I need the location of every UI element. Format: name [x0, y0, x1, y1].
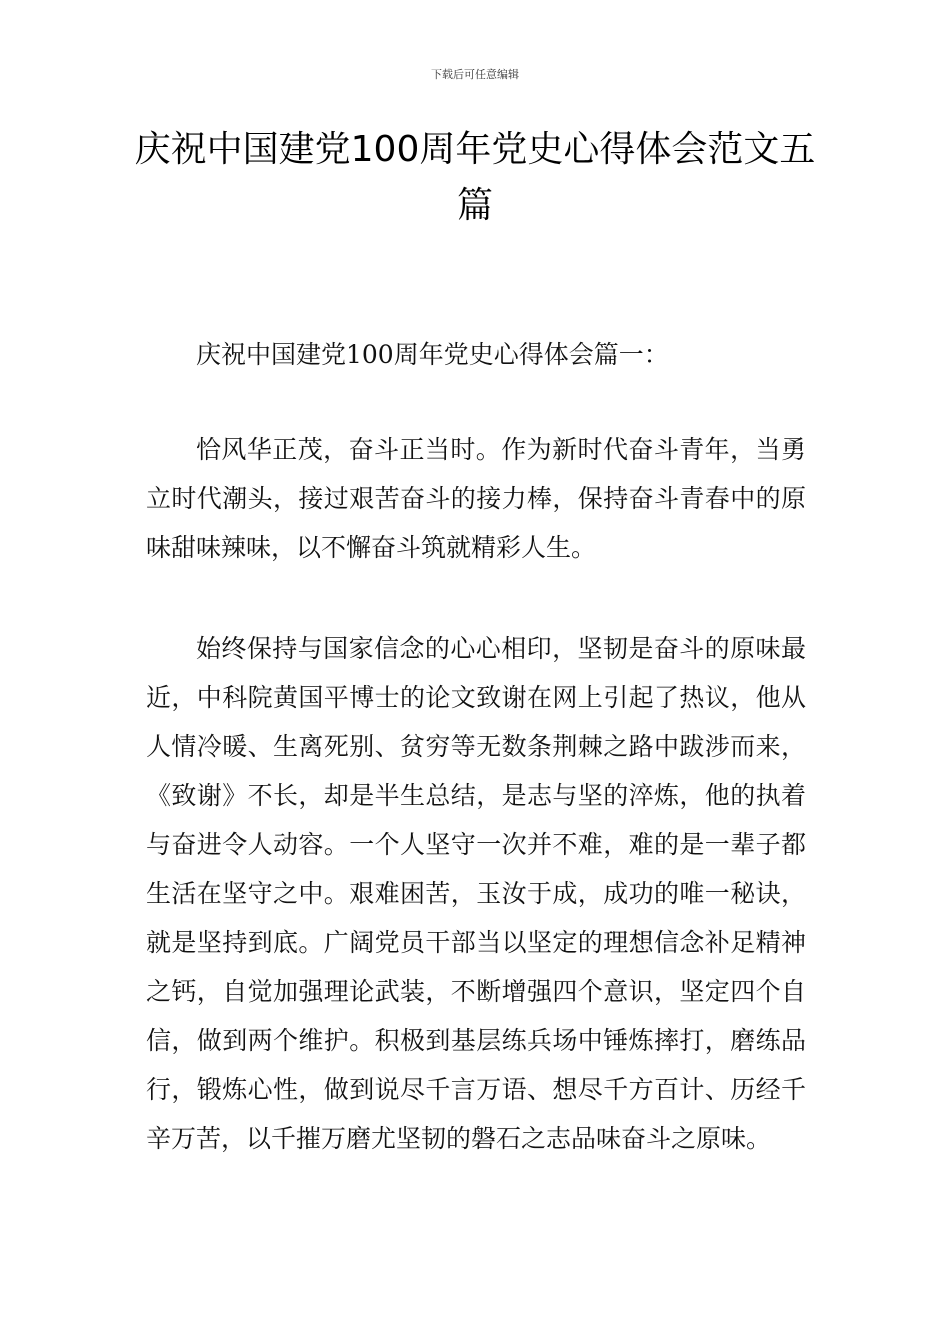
section-heading-text: 庆祝中国建党100周年党史心得体会篇一： [196, 340, 669, 369]
section-heading [146, 330, 806, 379]
paragraph-text: 始终保持与国家信念的心心相印，坚韧是奋斗的原味最近，中科院黄国平博士的论文致谢在网上引起了热议，他从人情冷暖、生离死别、贫穷等无数条荆棘之路中跋涉而来，《致谢》不长，却是半生总结，是志与坚的淬炼，他的执着与奋进令人动容。一个人坚守一次并不难，难的是一辈子都生活在坚守之中。艰难困苦，玉汝于成，成功的唯一秘诀，就是坚持到底。广阔党员干部当以坚定的理想信念补足精神之钙，自觉加强理论武装，不断增强四个意识，坚定四个自信，做到两个维护。积极到基层练兵场中锤炼摔打，磨练品行，锻炼心性，做到说尽千言万语、想尽千方百计、历经千辛万苦，以千摧万磨尤坚韧的磐石之志品味奋斗之原味。 [146, 634, 806, 1153]
paragraph-1 [146, 425, 806, 572]
paragraph-2 [146, 624, 806, 1163]
header-note: 下载后可任意编辑 [431, 68, 519, 81]
document-title: 庆祝中国建党100周年党史心得体会范文五篇 [134, 129, 816, 226]
paragraph-text: 恰风华正茂，奋斗正当时。作为新时代奋斗青年，当勇立时代潮头，接过艰苦奋斗的接力棒，保持奋斗青春中的原味甜味辣味，以不懈奋斗筑就精彩人生。 [146, 435, 806, 562]
